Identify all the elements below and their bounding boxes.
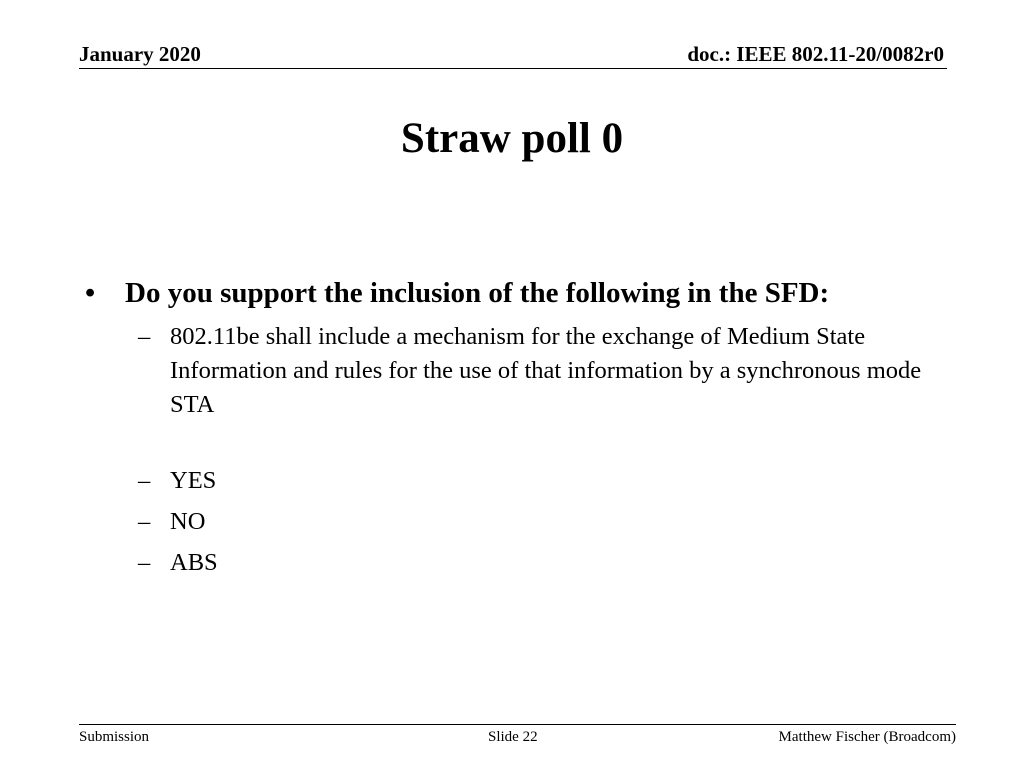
option-yes: [80, 460, 940, 501]
footer-slide-number: Slide 22: [488, 729, 538, 745]
footer-author: Matthew Fischer (Broadcom): [778, 729, 956, 745]
sub-bullet-marker: –: [138, 467, 151, 494]
header-date: January 2020: [79, 42, 201, 66]
footer-divider: [79, 724, 956, 725]
bullet-marker: •: [85, 277, 96, 309]
sub-bullet-marker: –: [138, 508, 151, 535]
sub-bullet-marker: –: [138, 323, 151, 350]
description-text: 802.11be shall include a mechanism for the exchange of Medium State Information and rules for the use of that information by a synchronous mode STA: [170, 323, 922, 418]
slide-title: Straw poll 0: [400, 115, 624, 162]
question-text: Do you support the inclusion of the following in the SFD:: [125, 277, 830, 309]
footer-submission: Submission: [79, 729, 150, 745]
description-bullet: [80, 320, 940, 422]
question-bullet: [80, 274, 940, 312]
option-label: YES: [170, 467, 217, 494]
slide-body: [80, 274, 940, 583]
poll-options: [80, 460, 940, 583]
sub-bullet-marker: –: [138, 549, 151, 576]
option-label: NO: [170, 508, 206, 535]
option-abs: [80, 542, 940, 583]
header-doc-id: doc.: IEEE 802.11-20/0082r0: [687, 42, 944, 66]
option-label: ABS: [170, 549, 218, 576]
option-no: [80, 501, 940, 542]
header-divider: [79, 68, 947, 69]
